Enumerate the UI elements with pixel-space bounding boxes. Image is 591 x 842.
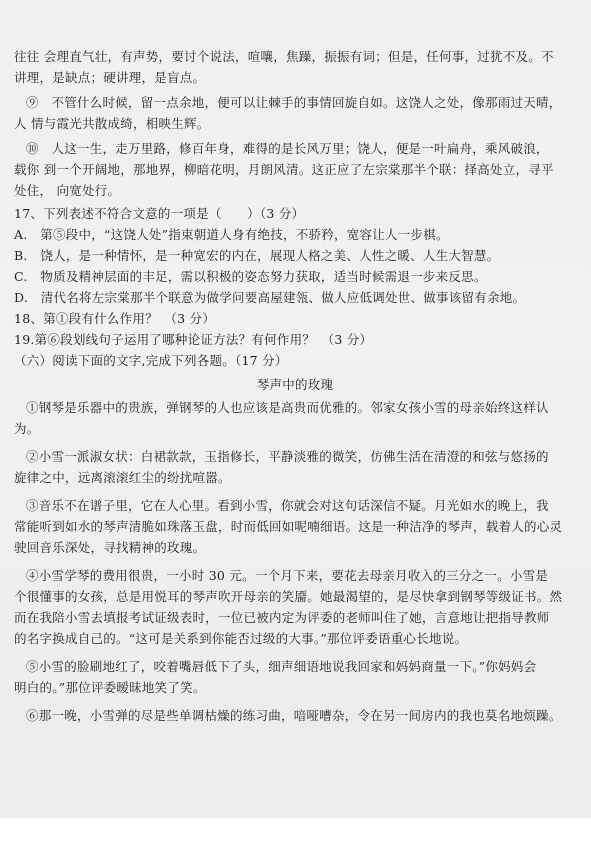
story-paragraph-3-cont: 常能听到如水的琴声清脆如珠落玉盘，时而低回如呢喃细语。这是一种洁净的琴声，载着人的心灵 (14, 519, 563, 534)
question-17-option-d: D. 清代名将左宗棠那半个联意为做学问要高屋建瓴、做人应低调处世、做事该留有余地。 (14, 290, 526, 305)
story-paragraph-3-cont: 驶回音乐深处，寻找精神的玫瑰。 (14, 540, 206, 555)
story-paragraph-4: ④小雪学琴的费用很贵，一小时 30 元。一个月下来，要花去母亲月收入的三分之一。小雪是 (26, 568, 549, 583)
story-paragraph-2: ②小雪一派淑女状：白裙款款，玉指修长，平静淡雅的微笑，仿佛生活在清澄的和弦与悠扬的 (26, 449, 549, 464)
story-paragraph-4-cont: 的名字换成自己的。“这可是关系到你能否过级的大事。”那位评委语重心长地说。 (14, 631, 468, 646)
story-paragraph-5-cont: 明白的。”那位评委暧昧地笑了笑。 (14, 680, 206, 695)
story-paragraph-4-cont: 个很懂事的女孩，总是用悦耳的琴声吹开母亲的笑靥。她最渴望的，是尽快拿到钢琴等级证书。然 (14, 589, 563, 604)
paragraph-9: ⑨ 不管什么时候，留一点余地，便可以让棘手的事情回旋自如。这饶人之处，像那雨过天晴， (26, 95, 562, 110)
page-content (14, 46, 576, 726)
question-17-option-c: C. 物质及精神层面的丰足，需以积极的姿态努力获取，适当时候需退一步来反思。 (14, 269, 487, 284)
paragraph-10-cont: 载你 到一个开阔地，那地界，柳暗花明，月朗风清。这正应了左宗棠那半个联：择高处立，寻平 (14, 162, 554, 177)
story-paragraph-3: ③音乐不在谱子里，它在人心里。看到小雪，你就会对这句话深信不疑。月光如水的晚上，我 (26, 498, 549, 513)
paragraph-10-cont: 处住， 向宽处行。 (14, 183, 121, 198)
story-paragraph-2-cont: 旋律之中，远离滚滚红尘的纷扰喧嚣。 (14, 470, 231, 485)
story-paragraph-4-cont: 而在我陪小雪去填报考试证级表时，一位已被内定为评委的老师叫住了她，言意地让把指导教师 (14, 610, 550, 625)
story-paragraph-1-cont: 为。 (14, 421, 40, 436)
passage-line: 往往 会理直气壮，有声势，要讨个说法，喧嚷，焦躁，振振有词；但是，任何事，过犹不及。不 (14, 49, 554, 64)
story-paragraph-5: ⑤小雪的脸刷地红了，咬着嘴唇低下了头，细声细语地说我回家和妈妈商量一下。”你妈妈会 (26, 659, 537, 674)
paragraph-9-cont: 人 情与霞光共散成绮，相映生辉。 (14, 116, 210, 131)
question-18: 18、第①段有什么作用？ （3 分） (14, 311, 216, 326)
story-title: 琴声中的玫瑰 (256, 377, 334, 392)
passage-line: 讲理，是缺点；硬讲理，是盲点。 (14, 70, 206, 85)
paragraph-10: ⑩ 人这一生，走万里路，修百年身，难得的是长风万里；饶人，便是一叶扁舟，乘风破浪， (26, 141, 549, 156)
story-paragraph-1: ①钢琴是乐器中的贵族，弹钢琴的人也应该是高贵而优雅的。邻家女孩小雪的母亲始终这样认 (26, 400, 549, 415)
story-paragraph-6: ⑥那一晚，小雪弹的尽是些单调枯燥的练习曲，喑哑嘈杂，令在另一间房内的我也莫名地烦躁。 (26, 708, 562, 723)
question-17-stem: 17、下列表述不符合文意的一项是（ ）（3 分） (14, 206, 305, 221)
question-17-option-b: B. 饶人，是一种情怀，是一种宽宏的内在，展现人格之美、人性之暖、人生大智慧。 (14, 248, 500, 263)
question-19: 19.第⑥段划线句子运用了哪种论证方法？有何作用？ （3 分） (14, 332, 373, 347)
section-6-heading: （六）阅读下面的文字,完成下列各题。（17 分） (14, 353, 288, 368)
question-17-option-a: A. 第⑤段中，“这饶人处”指束朝道人身有绝技，不骄矜，宽容让人一步棋。 (14, 227, 449, 242)
